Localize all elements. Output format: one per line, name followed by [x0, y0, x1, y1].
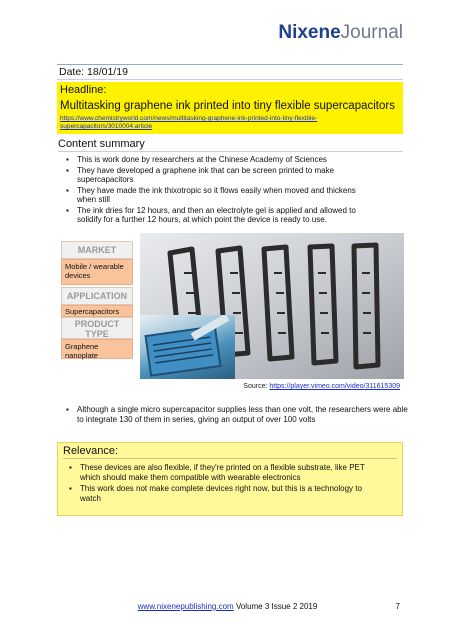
screen-printing-photo: [140, 315, 235, 379]
extra-item: ▪ Although a single micro supercapacitor supplies less than one volt, the researchers were able to integrate 130 of them in series, giving an output of over 100 volts: [64, 405, 409, 424]
relevance-item: ▪ This work does not make complete devices right now, but this is a technology to watch: [67, 484, 383, 503]
summary-item: ▪ They have made the ink thixotropic so it flows easily when moved and thickens when still: [64, 186, 369, 205]
headline-url-link[interactable]: https://www.chemistryworld.com/news/multitasking-graphene-ink-printed-into-tiny-flexible-supercapacitors/3010004.article: [60, 115, 318, 130]
market-label: MARKET: [61, 241, 133, 259]
summary-item: ▪ The ink dries for 12 hours, and then an electrolyte gel is applied and allowed to solidify for a further 12 hours, at which point the device is ready to use.: [64, 206, 369, 225]
date-label: Date:: [59, 66, 85, 78]
image-source: [243, 383, 400, 390]
headline-title: Multitasking graphene ink printed into tiny flexible supercapacitors: [60, 100, 395, 112]
summary-item: ▪ They have developed a graphene ink that can be screen printed to make supercapacitors: [64, 166, 369, 185]
screen-printing-image: [140, 315, 235, 379]
source-url-link[interactable]: https://player.vimeo.com/video/311615309: [269, 383, 400, 390]
application-value: Supercapacitors: [61, 305, 133, 317]
page-number: 7: [395, 602, 400, 611]
journal-logo: [278, 22, 403, 44]
source-label: Source:: [243, 383, 268, 390]
relevance-box: [57, 442, 403, 516]
date-row: [57, 64, 403, 80]
date-value: 18/01/19: [87, 66, 128, 78]
logo-part-journal: Journal: [340, 22, 403, 43]
product-type-label: PRODUCT TYPE: [61, 317, 133, 339]
relevance-heading: Relevance:: [63, 445, 397, 459]
logo-part-nixene: Nixene: [278, 22, 341, 43]
headline-label: Headline:: [60, 84, 107, 96]
relevance-item: ▪ These devices are also flexible, if they're printed on a flexible substrate, like PET which should make them compatible with wearable electronics: [67, 463, 383, 482]
application-label: APPLICATION: [61, 287, 133, 305]
product-type-value: Graphene nanoplate: [61, 339, 133, 359]
headline-box: [57, 82, 403, 134]
relevance-list: [63, 463, 383, 503]
summary-item: ▪ This is work done by researchers at the Chinese Academy of Sciences: [64, 155, 369, 165]
classification-table: [61, 241, 133, 359]
content-summary-heading: Content summary: [58, 138, 403, 152]
footer-site-link[interactable]: www.nixenepublishing.com: [137, 602, 234, 611]
footer-issue: Volume 3 Issue 2 2019: [233, 602, 318, 611]
market-value: Mobile / wearable devices: [61, 259, 133, 285]
extra-list: [64, 405, 409, 425]
summary-list: [64, 155, 369, 226]
page-footer: [0, 602, 455, 611]
